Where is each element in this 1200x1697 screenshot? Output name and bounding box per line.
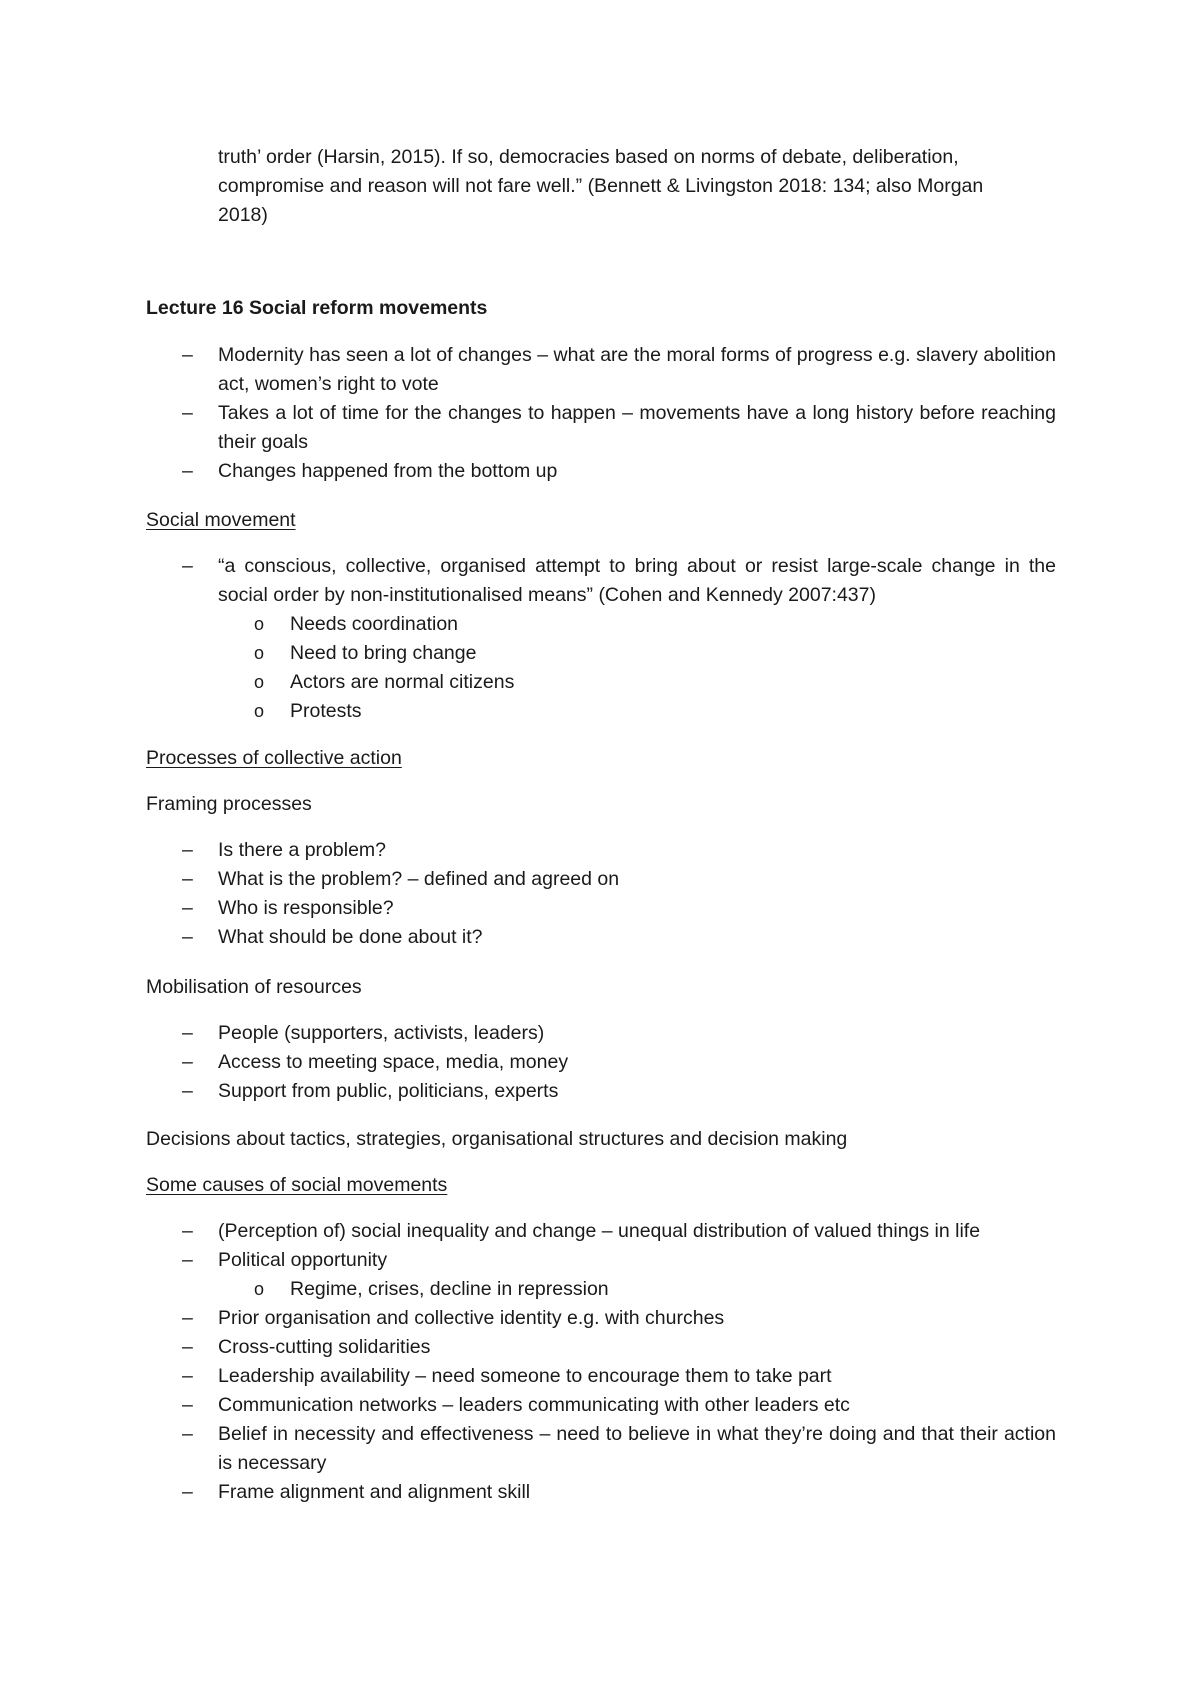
- dash-bullet: –: [182, 868, 193, 890]
- list-item: – What is the problem? – defined and agreed on: [146, 865, 1056, 894]
- list-item: – People (supporters, activists, leaders): [146, 1019, 1056, 1048]
- social-movement-list: [146, 552, 1056, 726]
- circle-bullet: o: [254, 643, 265, 663]
- list-item: [146, 552, 1056, 726]
- definition-sublist: [146, 610, 1056, 726]
- dash-bullet: –: [182, 1051, 193, 1073]
- list-item: – Access to meeting space, media, money: [146, 1048, 1056, 1077]
- causes-heading: Some causes of social movements: [146, 1174, 448, 1196]
- list-item: – Communication networks – leaders communicating with other leaders etc: [146, 1391, 1056, 1420]
- list-item: – Prior organisation and collective identity e.g. with churches: [146, 1304, 1056, 1333]
- decisions-text: Decisions about tactics, strategies, organisational structures and decision making: [146, 1128, 848, 1150]
- causes-list: [146, 1217, 1056, 1507]
- dash-bullet: –: [182, 1022, 193, 1044]
- dash-bullet: –: [182, 555, 193, 577]
- list-item: – Frame alignment and alignment skill: [146, 1478, 1056, 1507]
- collective-action-heading: Processes of collective action: [146, 747, 402, 769]
- dash-bullet: –: [182, 1365, 193, 1387]
- sub-list-item: o Actors are normal citizens: [218, 668, 1056, 697]
- dash-bullet: –: [182, 1336, 193, 1358]
- dash-bullet: –: [182, 1080, 193, 1102]
- quote-line: truth’ order (Harsin, 2015). If so, democracies based on norms of debate, deliberation,: [218, 146, 959, 168]
- circle-bullet: o: [254, 672, 265, 692]
- dash-bullet: –: [182, 839, 193, 861]
- framing-list: [146, 836, 1056, 952]
- dash-bullet: –: [182, 1220, 193, 1242]
- political-sublist: [146, 1275, 1056, 1304]
- list-item: – (Perception of) social inequality and change – unequal distribution of valued things in life: [146, 1217, 1056, 1246]
- list-item: – What should be done about it?: [146, 923, 1056, 952]
- dash-bullet: –: [182, 1249, 193, 1271]
- intro-list: [146, 341, 1056, 486]
- sub-list-item: o Protests: [218, 697, 1056, 726]
- list-item: – Takes a lot of time for the changes to happen – movements have a long history before reaching their goals: [146, 399, 1056, 457]
- sub-list-item: o Regime, crises, decline in repression: [218, 1275, 1056, 1304]
- list-item: – Cross-cutting solidarities: [146, 1333, 1056, 1362]
- dash-bullet: –: [182, 1307, 193, 1329]
- quote-line: 2018): [218, 204, 268, 226]
- list-item: – Support from public, politicians, experts: [146, 1077, 1056, 1106]
- dash-bullet: –: [182, 344, 193, 366]
- list-item: – Changes happened from the bottom up: [146, 457, 1056, 486]
- dash-bullet: –: [182, 926, 193, 948]
- quote-line: compromise and reason will not fare well.” (Bennett & Livingston 2018: 134; also Morgan: [218, 175, 984, 197]
- list-item: – Leadership availability – need someone to encourage them to take part: [146, 1362, 1056, 1391]
- circle-bullet: o: [254, 1279, 265, 1299]
- social-movement-heading: Social movement: [146, 509, 296, 531]
- list-item: – Political opportunity o Regime, crises, decline in repression: [146, 1246, 1056, 1304]
- circle-bullet: o: [254, 614, 265, 634]
- dash-bullet: –: [182, 402, 193, 424]
- dash-bullet: –: [182, 897, 193, 919]
- dash-bullet: –: [182, 1423, 193, 1445]
- mobilisation-heading: Mobilisation of resources: [146, 976, 362, 998]
- circle-bullet: o: [254, 701, 265, 721]
- definition-text: “a conscious, collective, organised attempt to bring about or resist large-scale change in the social order by non-institutionalised means” (Cohen and Kennedy 2007:437): [218, 555, 1056, 606]
- quote-block: [218, 143, 1018, 230]
- list-item: – Who is responsible?: [146, 894, 1056, 923]
- list-item: – Modernity has seen a lot of changes – what are the moral forms of progress e.g. slavery abolition act, women’s right to vote: [146, 341, 1056, 399]
- dash-bullet: –: [182, 1394, 193, 1416]
- list-item: – Belief in necessity and effectiveness – need to believe in what they’re doing and that their action is necessary: [146, 1420, 1056, 1478]
- mobilisation-list: [146, 1019, 1056, 1106]
- sub-list-item: o Needs coordination: [218, 610, 1056, 639]
- sub-list-item: o Need to bring change: [218, 639, 1056, 668]
- framing-heading: Framing processes: [146, 793, 312, 815]
- lecture-heading: Lecture 16 Social reform movements: [146, 297, 488, 319]
- dash-bullet: –: [182, 460, 193, 482]
- dash-bullet: –: [182, 1481, 193, 1503]
- list-item: – Is there a problem?: [146, 836, 1056, 865]
